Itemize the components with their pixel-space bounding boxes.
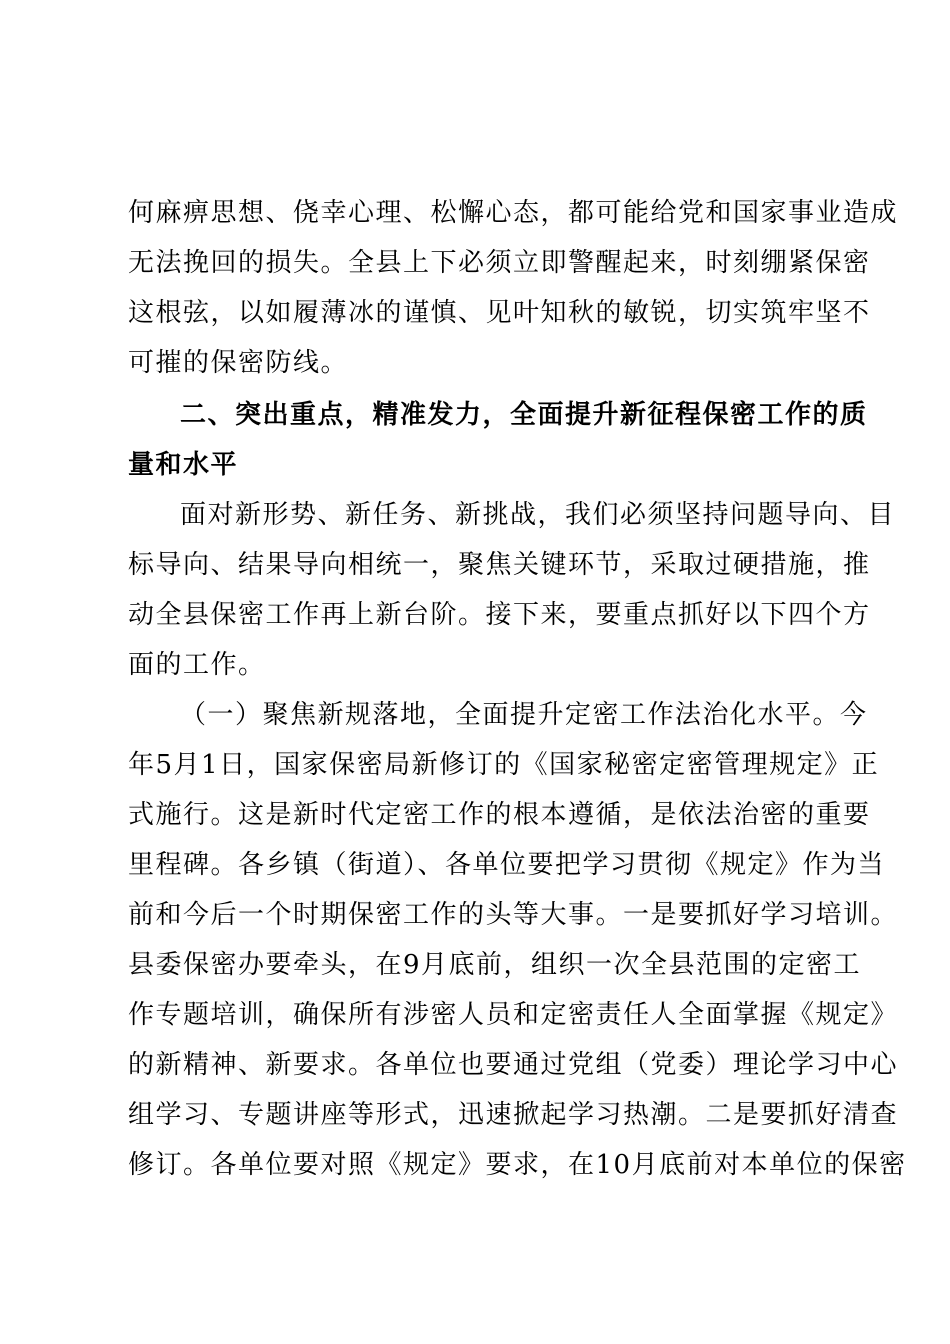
paragraph-2-line: 标导向、结果导向相统一，聚焦关键环节，采取过硬措施，推	[128, 550, 871, 580]
paragraph-3-line: 式施行。这是新时代定密工作的根本遵循，是依法治密的重要	[128, 800, 871, 830]
paragraph-3-line: 里程碑。各乡镇（街道）、各单位要把学习贯彻《规定》作为当	[128, 850, 886, 880]
paragraph-3-line: 作专题培训，确保所有涉密人员和定密责任人全面掌握《规定》	[128, 1000, 899, 1030]
paragraph-1-line: 可摧的保密防线。	[128, 348, 349, 378]
paragraph-2-line: 动全县保密工作再上新台阶。接下来，要重点抓好以下四个方	[128, 600, 871, 630]
document-page	[128, 188, 907, 1190]
section-heading-line: 量和水平	[128, 450, 239, 480]
paragraph-3-line: 的新精神、新要求。各单位也要通过党组（党委）理论学习中心	[128, 1050, 899, 1080]
section-heading-line: 二、突出重点，精准发力，全面提升新征程保密工作的质	[180, 400, 868, 430]
paragraph-1-line: 这根弦，以如履薄冰的谨慎、见叶知秋的敏锐，切实筑牢坚不	[128, 298, 871, 328]
paragraph-3-line: 修订。各单位要对照《规定》要求，在10月底前对本单位的保密	[128, 1150, 907, 1180]
paragraph-2	[128, 490, 896, 690]
paragraph-1-line: 无法挽回的损失。全县上下必须立即警醒起来，时刻绷紧保密	[128, 248, 871, 278]
paragraph-3-line: 组学习、专题讲座等形式，迅速掀起学习热潮。二是要抓好清查	[128, 1100, 899, 1130]
paragraph-1-line: 何麻痹思想、侥幸心理、松懈心态，都可能给党和国家事业造成	[128, 198, 899, 228]
paragraph-3-line: 年5月1日，国家保密局新修订的《国家秘密定密管理规定》正	[128, 750, 880, 780]
paragraph-2-line: 面的工作。	[128, 650, 266, 680]
paragraph-2-line: 面对新形势、新任务、新挑战，我们必须坚持问题导向、目	[180, 500, 896, 530]
paragraph-3-line: （一）聚焦新规落地，全面提升定密工作法治化水平。今	[180, 700, 868, 730]
paragraph-3	[128, 690, 907, 1190]
paragraph-3-line: 前和今后一个时期保密工作的头等大事。一是要抓好学习培训。	[128, 900, 899, 930]
paragraph-3-line: 县委保密办要牵头，在9月底前，组织一次全县范围的定密工	[128, 950, 862, 980]
paragraph-1	[128, 188, 899, 388]
section-heading	[128, 390, 868, 490]
